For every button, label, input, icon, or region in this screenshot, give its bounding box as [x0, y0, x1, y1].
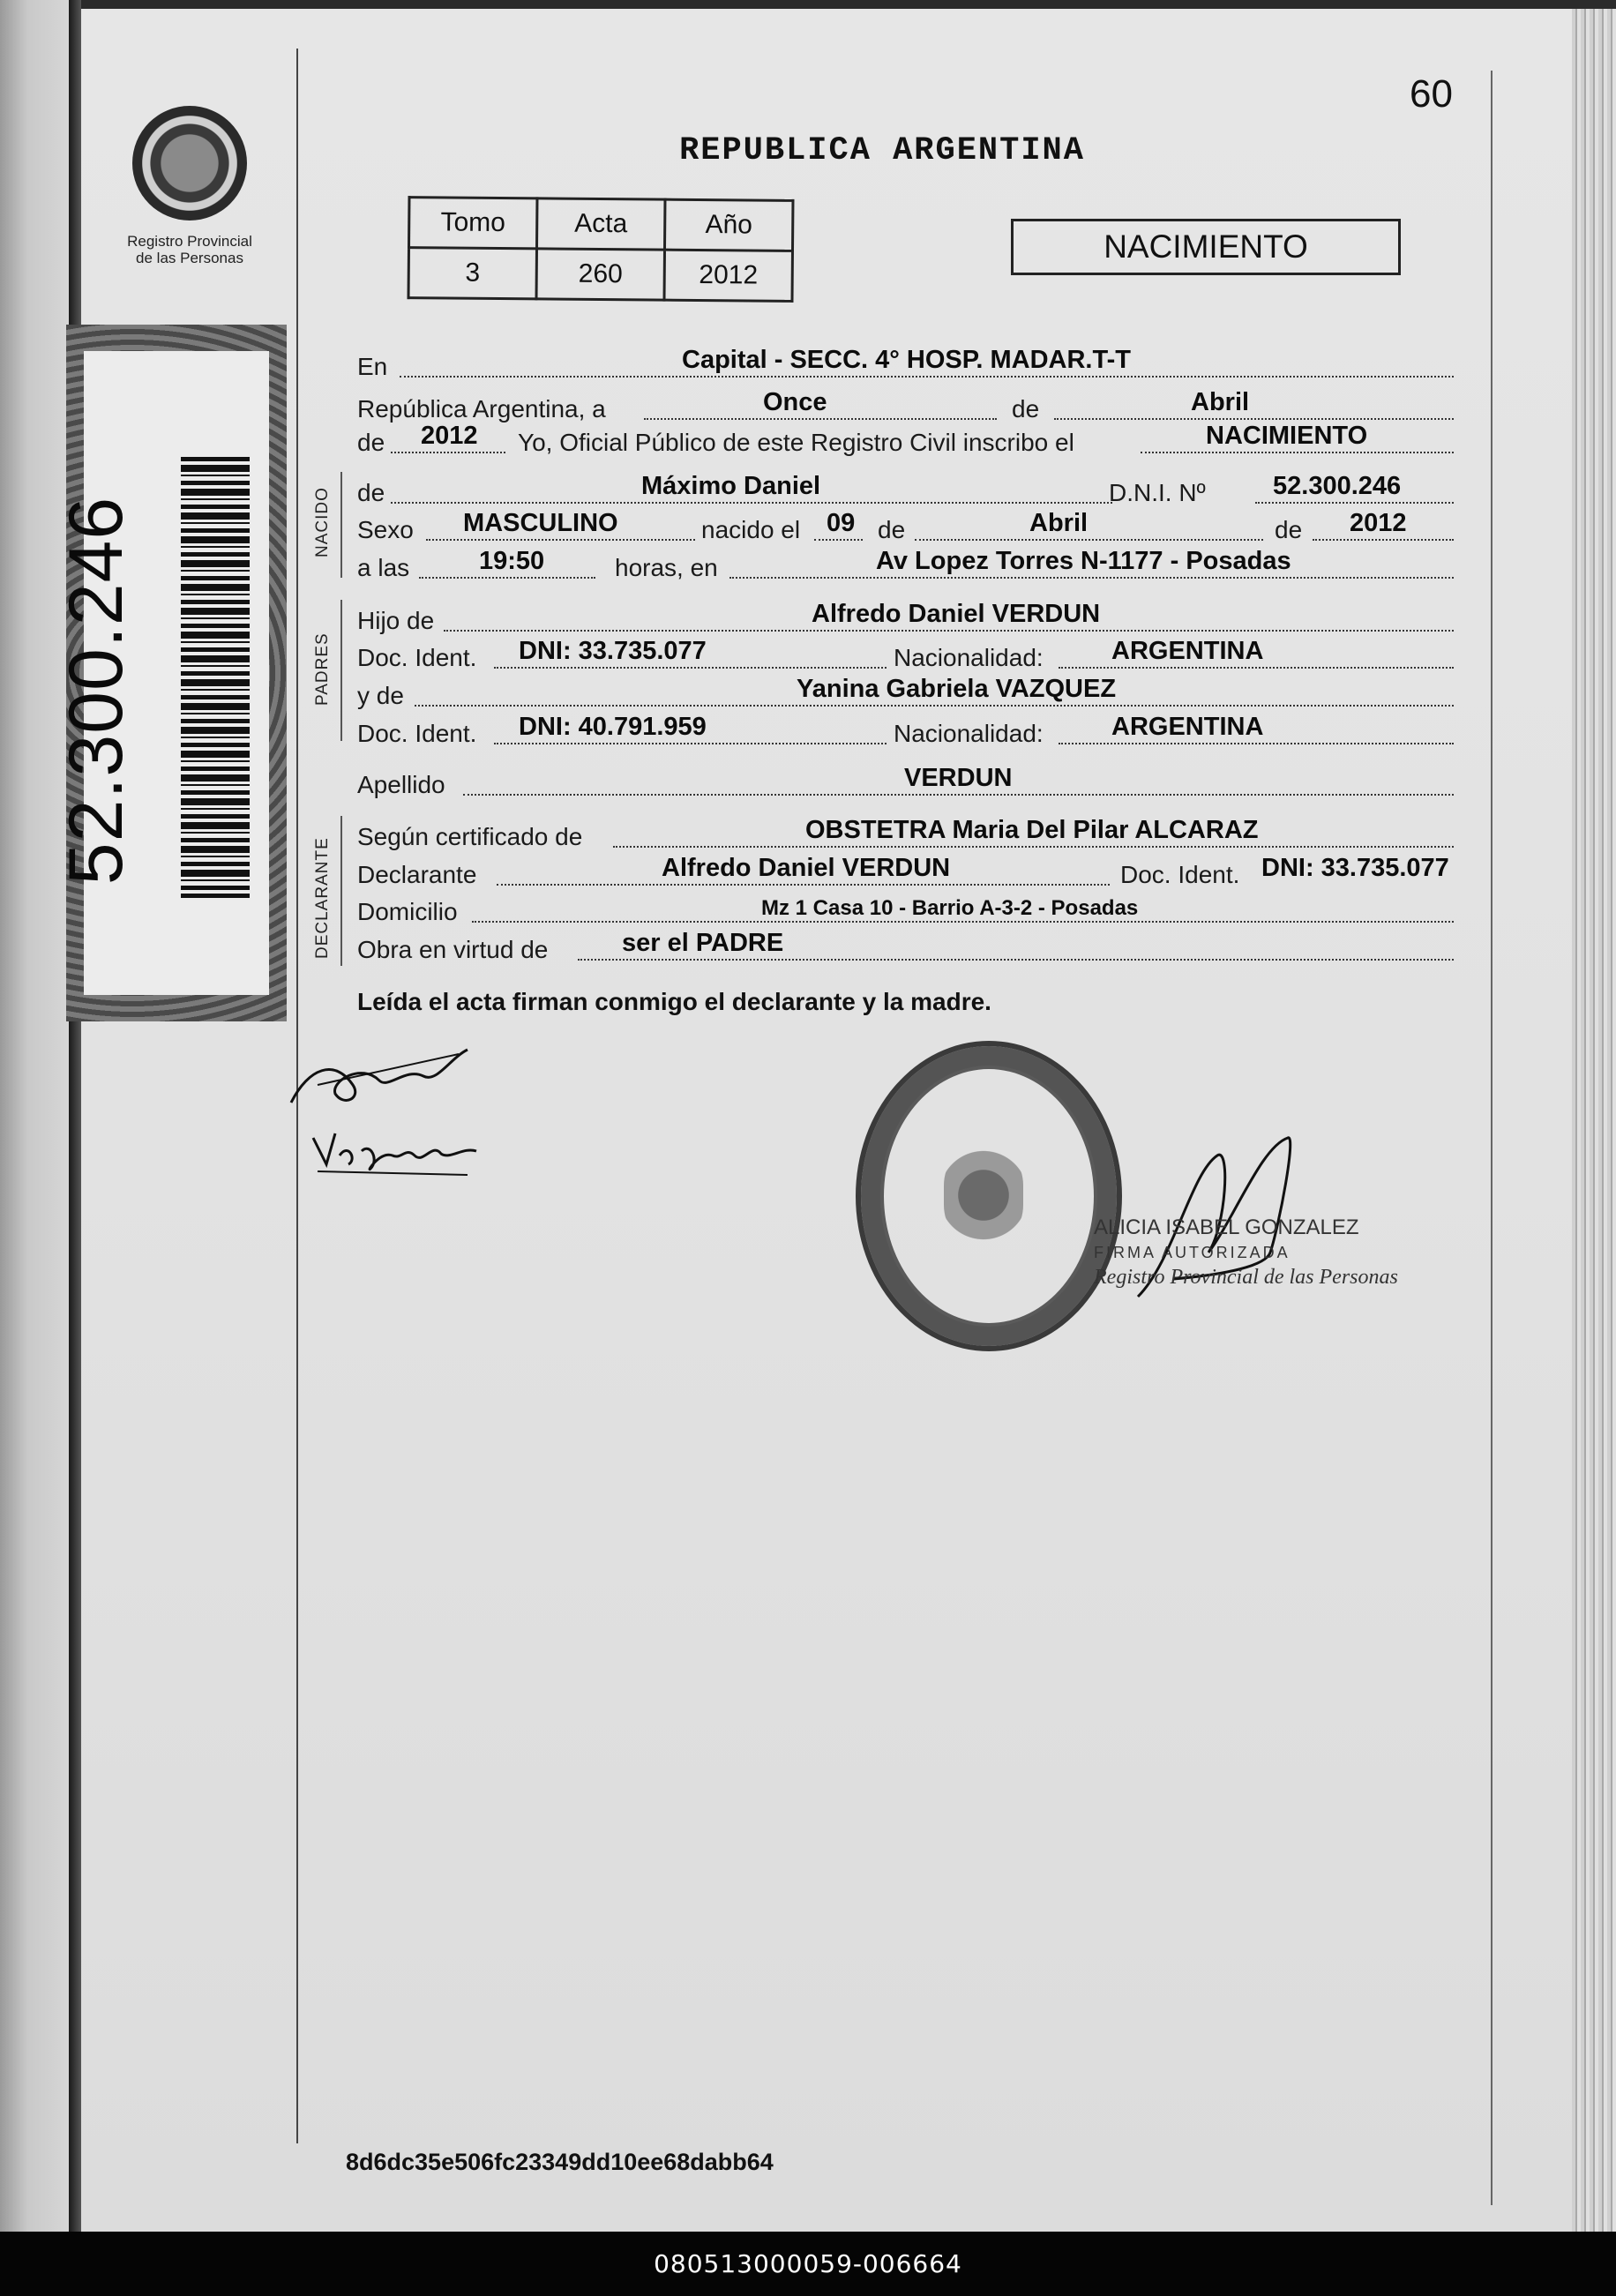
- registry-header-acta: Acta: [537, 198, 665, 250]
- dotted-line: [419, 577, 595, 579]
- en-label: En: [357, 353, 388, 380]
- en-value: Capital - SECC. 4° HOSP. MADAR.T-T: [682, 346, 1131, 374]
- father-doc: DNI: 33.735.077: [519, 637, 707, 665]
- apellido-value: VERDUN: [904, 764, 1013, 792]
- row-declarante: [357, 854, 1460, 893]
- apellido-label: Apellido: [357, 771, 445, 798]
- registry-header-anio: Año: [664, 199, 792, 251]
- doc-label: Doc. Ident.: [357, 644, 477, 671]
- dotted-line: [1313, 539, 1454, 541]
- inscribe-value: NACIMIENTO: [1206, 422, 1368, 450]
- nac-label: Nacionalidad:: [894, 644, 1044, 671]
- dotted-line: [1054, 418, 1454, 420]
- dotted-line: [415, 705, 1454, 707]
- registry-value-tomo: 3: [408, 248, 536, 299]
- barcode-label: [54, 351, 269, 995]
- registry-header-tomo: Tomo: [409, 198, 537, 249]
- declarant-signature-icon: [282, 1032, 476, 1120]
- row-name: [357, 472, 1460, 511]
- barcode-bars-icon: [181, 457, 250, 898]
- row-domicilio: [357, 891, 1460, 930]
- registry-header-row: [409, 198, 793, 251]
- birth-day: 09: [827, 509, 856, 537]
- domicilio-label: Domicilio: [357, 898, 458, 925]
- segun-value: OBSTETRA Maria Del Pilar ALCARAZ: [805, 816, 1259, 844]
- domicilio-value: Mz 1 Casa 10 - Barrio A-3-2 - Posadas: [761, 896, 1139, 920]
- row-mother-doc: [357, 713, 1460, 752]
- sexo-value: MASCULINO: [463, 509, 618, 537]
- doc-label-3: Doc. Ident.: [1120, 861, 1240, 888]
- name-value: Máximo Daniel: [641, 472, 821, 500]
- declarante-label: Declarante: [357, 861, 477, 888]
- horas-label: horas, en: [615, 554, 718, 581]
- yo-text: Yo, Oficial Público de este Registro Civil inscribo el: [518, 429, 1074, 456]
- dotted-line: [1141, 452, 1454, 453]
- side-label-padres: PADRES: [313, 632, 332, 706]
- row-obra: [357, 929, 1460, 968]
- dni-value: 52.300.246: [1273, 472, 1402, 500]
- father-value: Alfredo Daniel VERDUN: [812, 600, 1101, 628]
- registry-value-acta: 260: [536, 249, 664, 300]
- stamp-name: ALICIA ISABEL GONZALEZ: [1094, 1215, 1359, 1239]
- mother-value: Yanina Gabriela VAZQUEZ: [797, 675, 1117, 703]
- obra-value: ser el PADRE: [622, 929, 784, 957]
- row-father-doc: [357, 637, 1460, 676]
- a-las-label: a las: [357, 554, 410, 581]
- row-en: [357, 346, 1460, 385]
- logo-caption-line1: Registro Provincial: [127, 233, 252, 250]
- logo-caption-line2: de las Personas: [136, 250, 243, 266]
- de-label-5: de: [1275, 516, 1303, 543]
- row-hora: [357, 547, 1460, 586]
- stamp-role: FIRMA AUTORIZADA: [1094, 1244, 1291, 1261]
- y-de-label: y de: [357, 682, 404, 709]
- row-apellido: [357, 764, 1460, 803]
- page-stack: [1572, 9, 1616, 2232]
- dotted-line: [578, 959, 1454, 961]
- dotted-line: [426, 539, 695, 541]
- mother-doc: DNI: 40.791.959: [519, 713, 707, 741]
- row-segun: [357, 816, 1460, 855]
- row-year: [357, 422, 1460, 460]
- row-mother: [357, 675, 1460, 714]
- seal-emblem-icon: [944, 1147, 1023, 1244]
- official-stamp-text: [1094, 1215, 1411, 1290]
- dotted-line: [1059, 743, 1454, 744]
- dotted-line: [444, 630, 1454, 632]
- doc-label-2: Doc. Ident.: [357, 720, 477, 747]
- de-label: de: [1012, 395, 1040, 423]
- dotted-line: [814, 539, 863, 541]
- dotted-line: [644, 418, 997, 420]
- dotted-line: [1255, 502, 1454, 504]
- dotted-line: [494, 667, 887, 669]
- dotted-line: [472, 921, 1454, 923]
- dotted-line: [613, 846, 1454, 848]
- de-label-3: de: [357, 479, 385, 506]
- document-hash: 8d6dc35e506fc23349dd10ee68dabb64: [346, 2149, 774, 2175]
- declarante-bracket: [340, 816, 342, 966]
- dotted-line: [391, 452, 505, 453]
- padres-bracket: [340, 600, 342, 741]
- row-father: [357, 600, 1460, 639]
- republica-label: República Argentina, a: [357, 395, 606, 423]
- nacido-bracket: [340, 472, 342, 578]
- registry-value-anio: 2012: [664, 250, 792, 301]
- hijo-label: Hijo de: [357, 607, 435, 634]
- dotted-line: [391, 502, 1112, 504]
- de-label-4: de: [878, 516, 906, 543]
- barcode-sticker: [54, 325, 287, 1021]
- sexo-label: Sexo: [357, 516, 414, 543]
- time-value: 19:50: [479, 547, 545, 575]
- row-sexo: [357, 509, 1460, 548]
- obra-label: Obra en virtud de: [357, 936, 549, 963]
- dotted-line: [915, 539, 1263, 541]
- side-label-declarante: DECLARANTE: [313, 837, 332, 959]
- left-page-edge: [0, 0, 69, 2232]
- mother-signature-icon: [309, 1120, 485, 1182]
- form-right-rule: [1491, 71, 1493, 2205]
- birth-month: Abril: [1029, 509, 1089, 537]
- registry-table: [407, 196, 794, 303]
- dotted-line: [463, 794, 1454, 796]
- stamp-office: Registro Provincial de las Personas: [1094, 1266, 1398, 1289]
- barcode-number: 52.300.246: [54, 496, 138, 886]
- mother-nat: ARGENTINA: [1111, 713, 1264, 741]
- act-type-box: NACIMIENTO: [1011, 219, 1401, 275]
- birth-year: 2012: [1350, 509, 1407, 537]
- dotted-line: [1059, 667, 1454, 669]
- page-number: 60: [1410, 72, 1453, 116]
- month-value: Abril: [1191, 388, 1250, 416]
- nac-label-2: Nacionalidad:: [894, 720, 1044, 747]
- nacido-label: nacido el: [701, 516, 801, 543]
- de-label-2: de: [357, 429, 385, 456]
- registry-logo: [115, 106, 265, 309]
- dni-label: D.N.I. Nº: [1109, 479, 1206, 506]
- side-label-nacido: NACIDO: [313, 487, 332, 557]
- dotted-line: [729, 577, 1454, 579]
- day-value: Once: [763, 388, 827, 416]
- segun-label: Según certificado de: [357, 823, 583, 850]
- dotted-line: [497, 884, 1110, 886]
- father-nat: ARGENTINA: [1111, 637, 1264, 665]
- document-title: REPUBLICA ARGENTINA: [679, 132, 1085, 169]
- logo-caption: [115, 233, 265, 266]
- dotted-line: [494, 743, 887, 744]
- province-seal-icon: [132, 106, 247, 221]
- scan-code: 080513000059-006664: [654, 2249, 962, 2278]
- dotted-line: [400, 376, 1454, 378]
- declarante-doc: DNI: 33.735.077: [1261, 854, 1449, 882]
- year-value: 2012: [421, 422, 478, 450]
- registry-value-row: [408, 248, 792, 302]
- place-value: Av Lopez Torres N-1177 - Posadas: [876, 547, 1291, 575]
- declarante-value: Alfredo Daniel VERDUN: [662, 854, 951, 882]
- closing-statement: Leída el acta firman conmigo el declarante y la madre.: [357, 988, 991, 1015]
